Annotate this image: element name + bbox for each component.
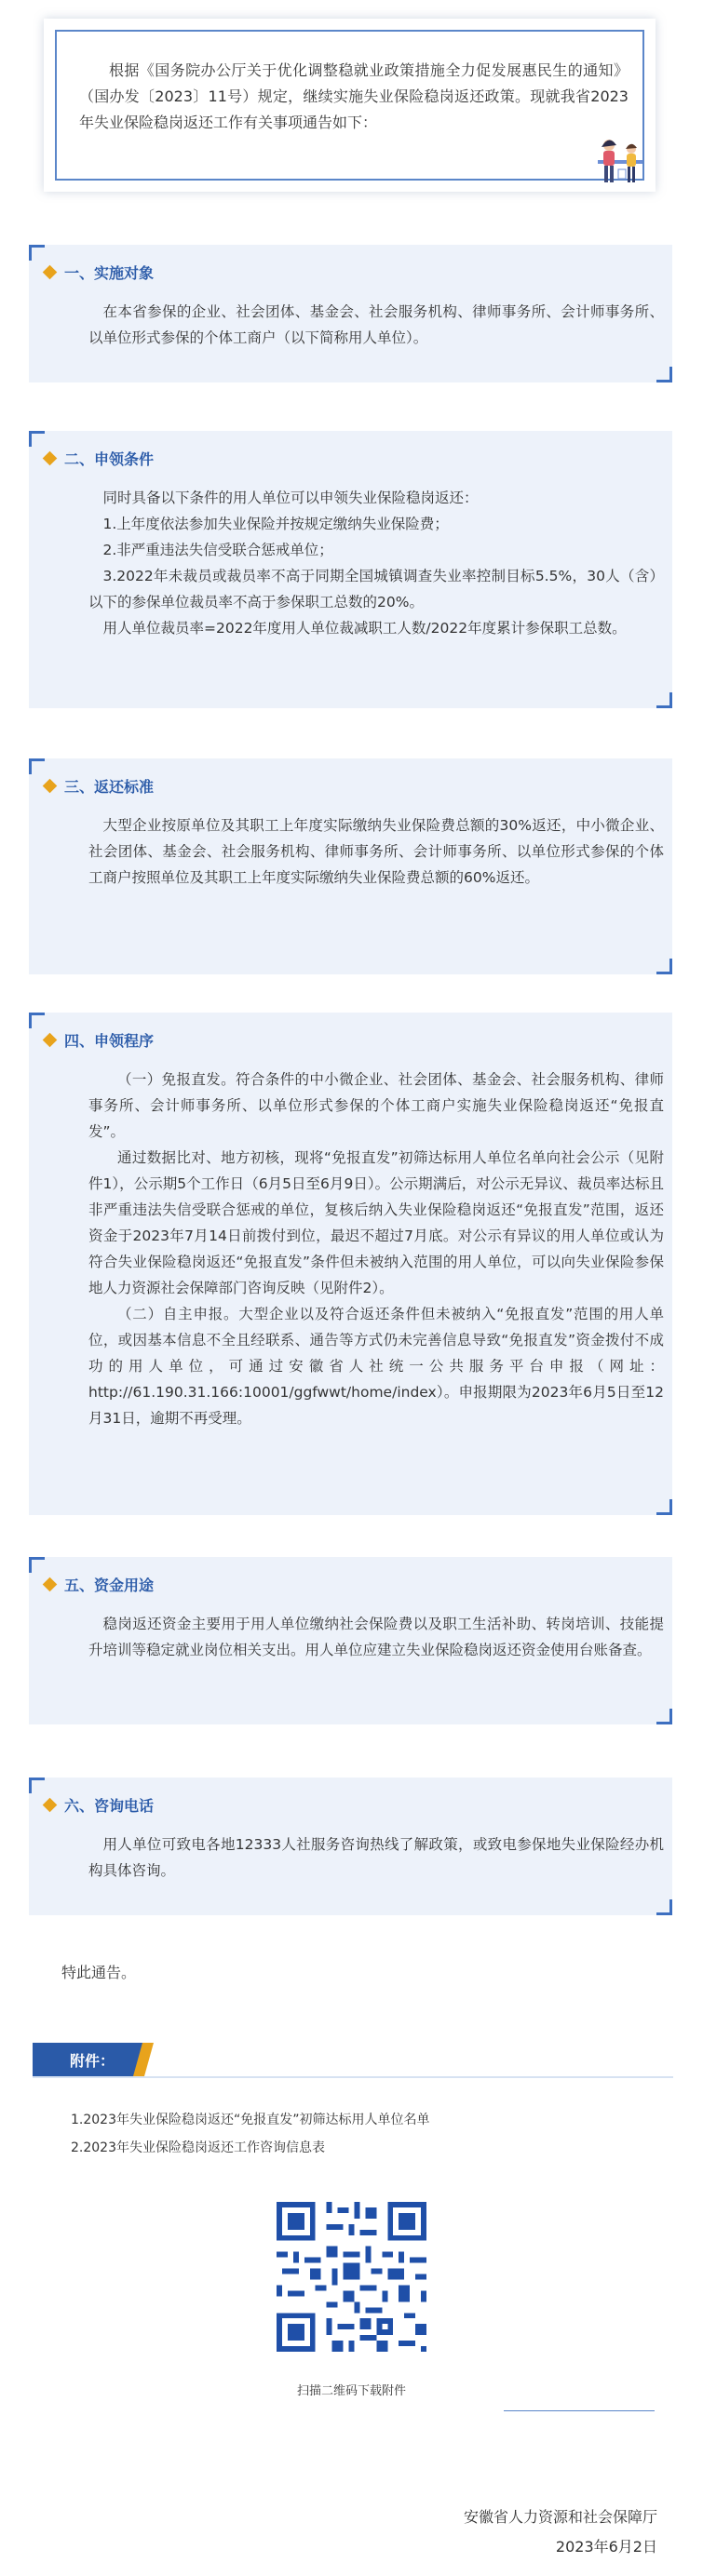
paragraph: （一）免报直发。符合条件的中小微企业、社会团体、基金会、社会服务机构、律师事务所、会计师事务所、以单位形式参保的个体工商户实施失业保险稳岗返还“免报直发”。 <box>88 1071 664 1140</box>
section-fund-usage <box>29 1557 672 1724</box>
corner-bracket <box>656 1499 672 1515</box>
paragraph: 用人单位裁员率=2022年度用人单位裁减职工人数/2022年度累计参保职工总数。 <box>102 620 627 637</box>
attachments-label: 附件： <box>70 2052 115 2070</box>
section-title-text: 五、资金用途 <box>64 1576 155 1594</box>
corner-bracket <box>656 1709 672 1724</box>
corner-bracket <box>656 1899 672 1915</box>
section-application-procedure <box>29 1013 672 1515</box>
attachment-list <box>71 2106 430 2162</box>
corner-bracket <box>29 431 45 447</box>
intro-text: 根据《国务院办公厅关于优化调整稳就业政策措施全力促发展惠民生的通知》（国办发〔2023〕11号）规定，继续实施失业保险稳岗返还政策。现就我省2023年失业保险稳岗返还工作有关事项通告如下： <box>79 61 629 131</box>
diamond-bullet-icon <box>43 265 58 280</box>
section-consultation-phone <box>29 1778 672 1915</box>
section-title <box>45 1574 154 1595</box>
diamond-bullet-icon <box>43 1033 58 1048</box>
corner-bracket <box>29 758 45 774</box>
section-title <box>45 1794 154 1816</box>
section-title-text: 三、返还标准 <box>64 778 155 796</box>
diamond-bullet-icon <box>43 1798 58 1813</box>
diamond-bullet-icon <box>43 451 58 466</box>
diamond-bullet-icon <box>43 1577 58 1592</box>
section-body <box>88 1611 664 1663</box>
section-title <box>45 1029 154 1051</box>
closing-text: 特此通告。 <box>61 1964 137 1981</box>
section-implementation-target <box>29 245 672 382</box>
corner-bracket <box>656 959 672 974</box>
corner-bracket <box>29 1778 45 1793</box>
paragraph: 稳岗返还资金主要用于用人单位缴纳社会保险费以及职工生活补助、转岗培训、技能提升培训等稳定就业岗位相关支出。用人单位应建立失业保险稳岗返还资金使用台账备查。 <box>88 1616 664 1658</box>
section-title-text: 一、实施对象 <box>64 264 155 282</box>
paragraph: （二）自主申报。大型企业以及符合返还条件但未被纳入“免报直发”范围的用人单位，或因基本信息不全且经联系、通告等方式仍未完善信息导致“免报直发”资金拨付不成功的用人单位，可通过安徽省人社统一公共服务平台申报（网址：http://61.190.31.166:10001/ggfwwt/home/index）。申报期限为2023年6月5日至12月31日，逾期不再受理。 <box>88 1306 664 1427</box>
corner-bracket <box>29 1557 45 1573</box>
paragraph: 用人单位可致电各地12333人社服务咨询热线了解政策，或致电参保地失业保险经办机构具体咨询。 <box>88 1836 664 1879</box>
corner-bracket <box>656 367 672 382</box>
attachment-item[interactable]: 2.2023年失业保险稳岗返还工作咨询信息表 <box>71 2140 325 2155</box>
signature-block <box>464 2502 657 2562</box>
paragraph: 在本省参保的企业、社会团体、基金会、社会服务机构、律师事务所、会计师事务所、以单位形式参保的个体工商户（以下简称用人单位）。 <box>88 303 664 346</box>
section-title-text: 四、申领程序 <box>64 1032 155 1050</box>
section-body <box>88 1067 664 1431</box>
people-illustration-icon <box>592 132 648 186</box>
paragraph: 同时具备以下条件的用人单位可以申领失业保险稳岗返还： <box>102 490 479 506</box>
corner-bracket <box>29 245 45 261</box>
section-body <box>88 299 664 351</box>
diamond-bullet-icon <box>43 779 58 794</box>
section-title-text: 二、申领条件 <box>64 450 155 468</box>
intro-card <box>44 19 656 192</box>
section-title <box>45 775 154 797</box>
paragraph: 通过数据比对、地方初核，现将“免报直发”初筛达标用人单位名单向社会公示（见附件1），公示期5个工作日（6月5日至6月9日）。公示期满后，对公示无异议、裁员率达标且非严重违法失信受联合惩戒的单位，复核后纳入失业保险稳岗返还“免报直发”范围，返还资金于2023年7月14日前拨付到位，最迟不超过7月底。对公示有异议的用人单位或认为符合失业保险稳岗返还“免报直发”条件但未被纳入范围的用人单位，可以向失业保险参保地人力资源社会保障部门咨询反映（见附件2）。 <box>88 1149 664 1296</box>
section-title <box>45 262 154 283</box>
corner-bracket <box>29 1013 45 1028</box>
paragraph: 3.2022年未裁员或裁员率不高于同期全国城镇调查失业率控制目标5.5%，30人（含）以下的参保单位裁员率不高于参保职工总数的20%。 <box>88 568 664 610</box>
issue-date: 2023年6月2日 <box>555 2538 657 2556</box>
paragraph: 大型企业按原单位及其职工上年度实际缴纳失业保险费总额的30%返还，中小微企业、社会团体、基金会、社会服务机构、律师事务所、会计师事务所、以单位形式参保的个体工商户按照单位及其职工上年度实际缴纳失业保险费总额的60%返还。 <box>88 817 664 886</box>
section-title <box>45 448 154 469</box>
section-body <box>88 1831 664 1884</box>
qr-code-icon[interactable] <box>271 2196 432 2357</box>
section-body <box>88 485 664 641</box>
attachments-banner <box>33 2043 154 2076</box>
section-body <box>88 812 664 891</box>
paragraph: 2.非严重违法失信受联合惩戒单位； <box>102 542 333 558</box>
qr-caption: 扫描二维码下载附件 <box>296 2384 406 2398</box>
corner-bracket <box>656 692 672 708</box>
divider <box>33 2076 673 2078</box>
attachment-item[interactable]: 1.2023年失业保险稳岗返还“免报直发”初筛达标用人单位名单 <box>71 2113 430 2127</box>
section-title-text: 六、咨询电话 <box>64 1797 155 1815</box>
issuing-organization: 安徽省人力资源和社会保障厅 <box>463 2508 657 2526</box>
section-application-conditions <box>29 431 672 708</box>
divider <box>504 2410 655 2411</box>
paragraph: 1.上年度依法参加失业保险并按规定缴纳失业保险费； <box>102 516 449 532</box>
section-refund-standard <box>29 758 672 974</box>
